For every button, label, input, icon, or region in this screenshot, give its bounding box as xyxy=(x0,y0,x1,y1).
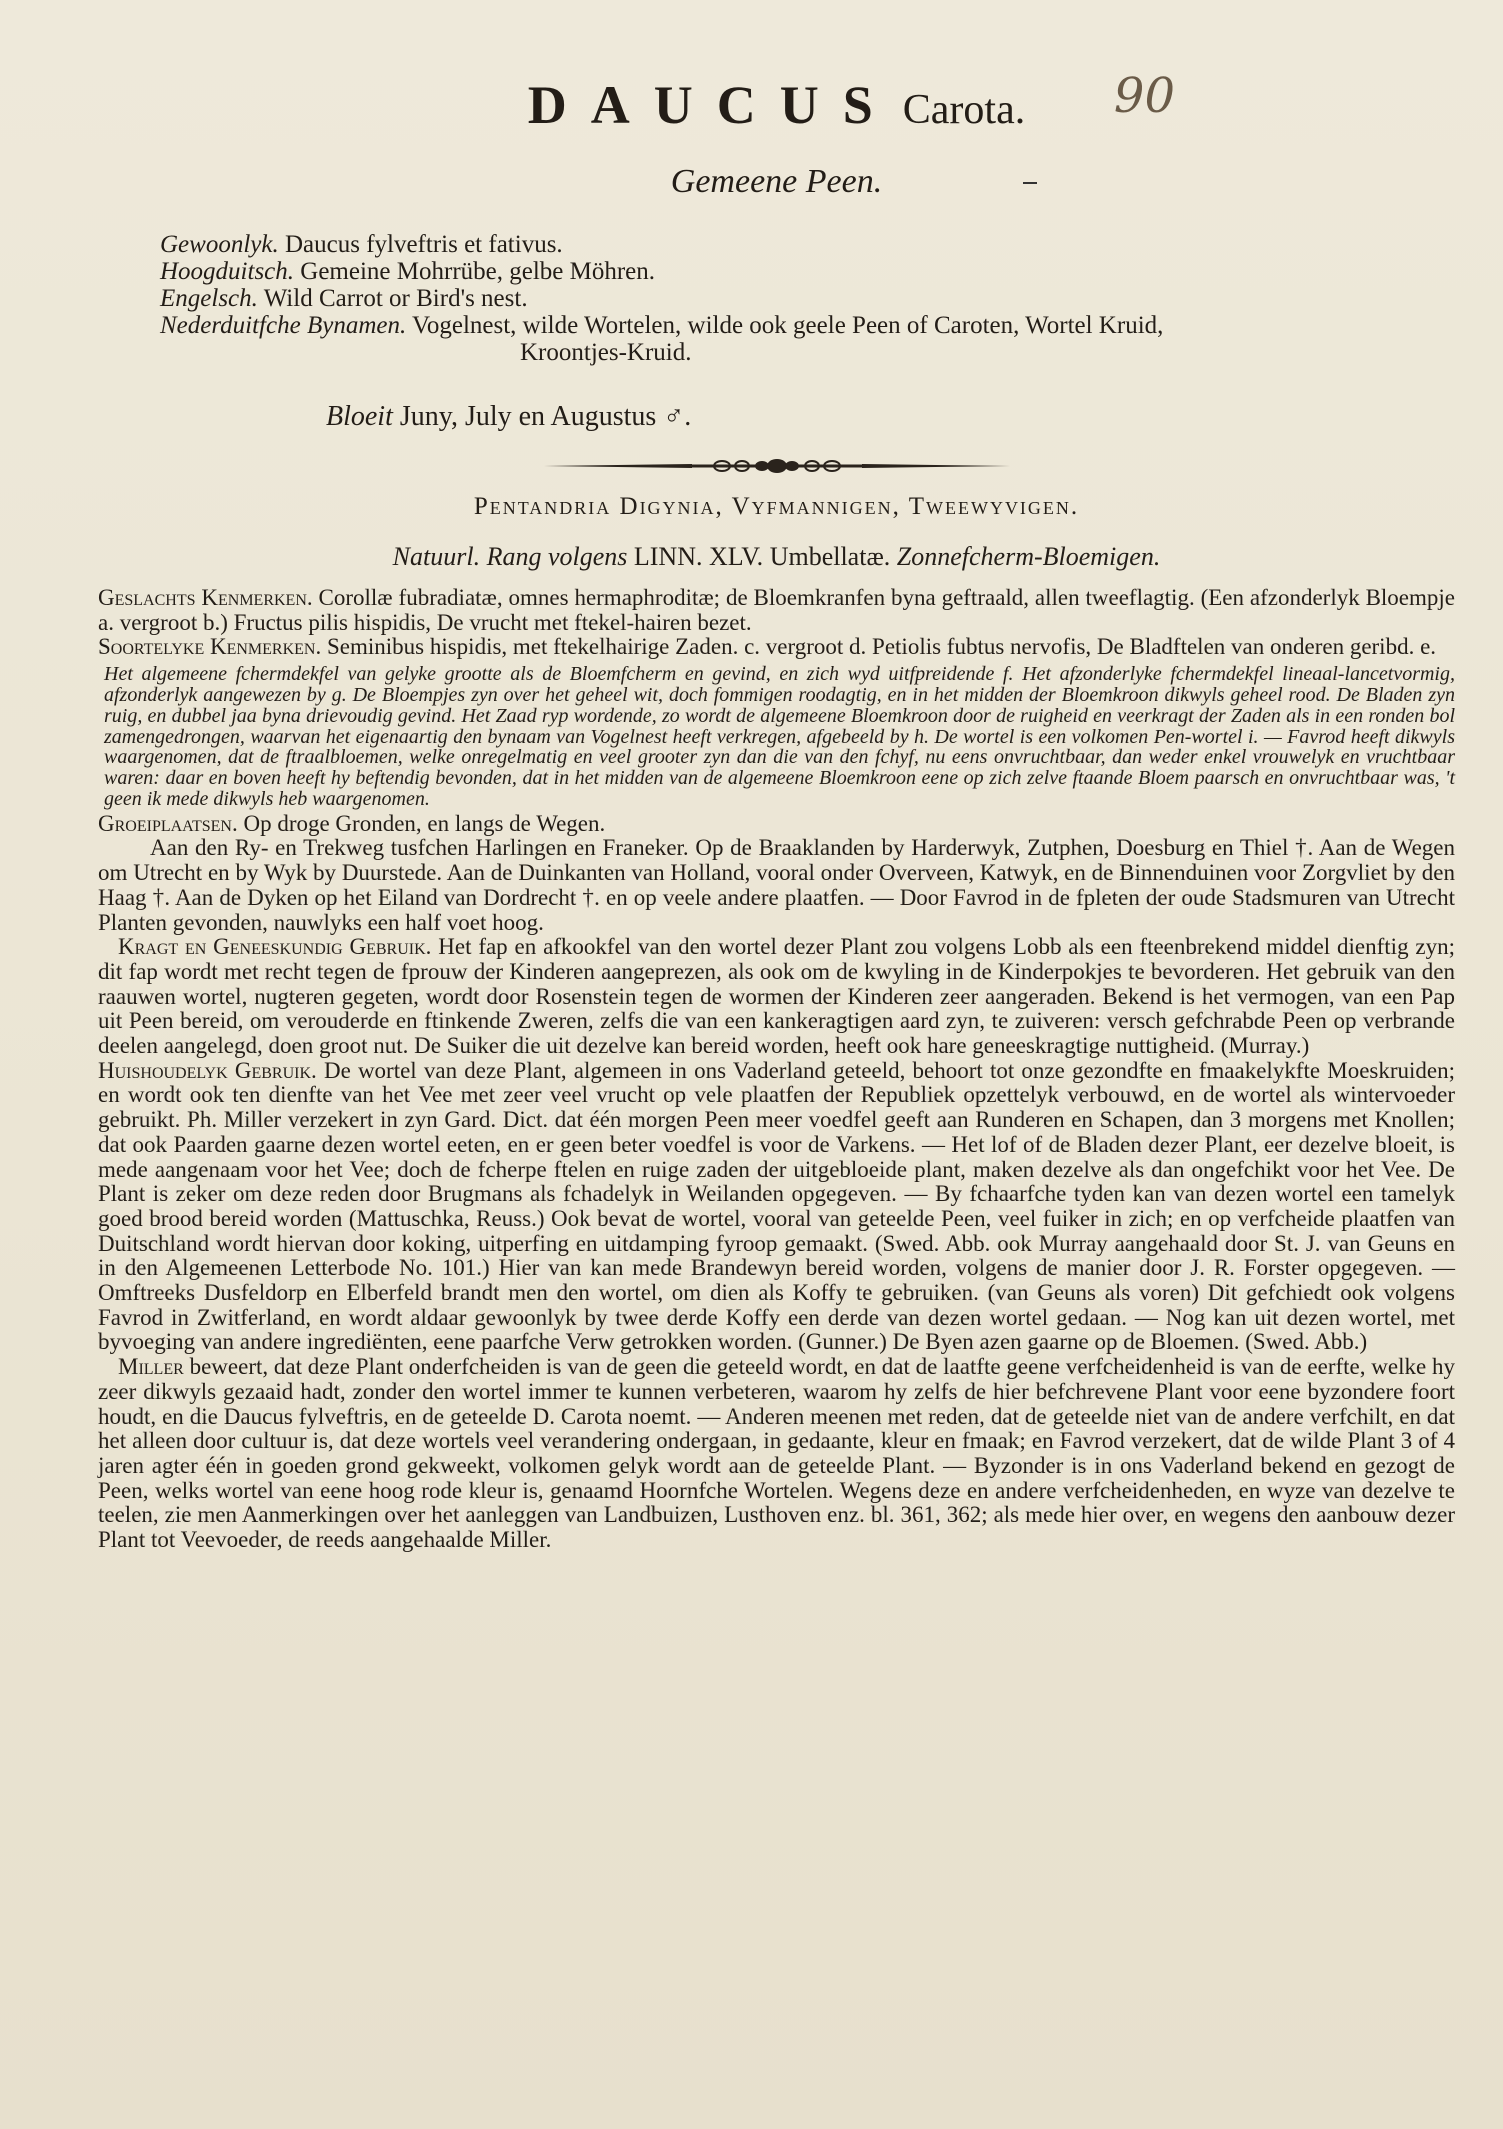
section-label: Soortelyke Kenmerken. xyxy=(98,634,322,660)
name-row xyxy=(160,231,1455,258)
common-name: Gemeene Peen. xyxy=(670,163,883,200)
name-language: Engelsch. xyxy=(160,285,258,312)
section-label: Groeiplaatsen. xyxy=(98,810,238,836)
name-row xyxy=(160,285,1455,312)
section-habitat-locations xyxy=(98,836,1455,935)
section-medicinal-use xyxy=(98,935,1455,1059)
name-row-continuation: Kroontjes-Kruid. xyxy=(520,339,692,366)
flowering-text: Juny, July en Augustus ♂. xyxy=(399,401,692,432)
flowering-period xyxy=(326,400,1455,434)
natural-rank xyxy=(98,540,1455,574)
section-domestic-use xyxy=(98,1059,1455,1355)
species-name: Carota. xyxy=(902,87,1026,133)
rank-linn: LINN. XLV. xyxy=(633,542,764,571)
linnaean-class: Pentandria Digynia, Vyfmannigen, Tweewyvigen. xyxy=(473,493,1080,520)
name-text: Vogelnest, wilde Wortelen, wilde ook geele Peen of Caroten, Wortel Kruid, xyxy=(412,312,1164,339)
description-body xyxy=(98,586,1455,1553)
section-habitat xyxy=(98,812,1455,837)
section-label: Huishoudelyk Gebruik. xyxy=(98,1057,317,1083)
section-genus-characters xyxy=(98,586,1455,635)
section-text: Seminibus hispidis, met ftekelhairige Zaden. c. vergroot d. Petiolis fubtus nervofis, De Bladftelen van onderen geribd. e. xyxy=(326,634,1437,660)
section-observation-note: Het algemeene fchermdekfel van gelyke grootte als de Bloemfcherm en gevind, en zich wyd uitfpreidende f. Het afzonderlyke fchermdekfel lineaal-lancetvormig, afzonderlyk aangewezen by g. De Bloempjes zyn over het geheel wit, doch fommigen roodagtig, en in het midden der Bloemkroon dikwyls geheel rood. De Bladen zyn ruig, en dubbel jaa byna drievoudig gevind. Het Zaad ryp wordende, zo wordt de algemeene Bloemkroon door de ruigheid en veerkragt der Zaden als in een ronden bol zamengedrongen, waarvan het eigenaartig den bynaam van Vogelnest heeft verkregen, afgebeeld by h. De wortel is een volkomen Pen-wortel i. — Favrod heeft dikwyls waargenomen, dat de ftraalbloemen, welke onregelmatig en veel grooter zyn dan die van den fchyf, nu eens onvruchtbaar, dan weder enkel vrouwelyk en vruchtbaar waren: daar en boven heeft hy beftendig bevonden, dat in het midden van de algemeene Bloemkroon eene op zich zelve ftaande Bloem paarsch en onvruchtbaar was, 't geen ik mede dikwyls heb waargenomen. xyxy=(104,663,1455,810)
section-text: Corollæ fubradiatæ, omnes hermaphroditæ; de Bloemkranfen byna geftraald, allen tweeflagtig. (Een afzonderlyk Bloempje a. vergroot b.) Fructus pilis hispidis, De vrucht met ftekel-hairen bezet. xyxy=(98,585,1456,635)
section-text: Op droge Gronden, en langs de Wegen. xyxy=(243,810,606,836)
rank-suffix: Zonnefcherm-Bloemigen. xyxy=(896,542,1161,571)
name-row xyxy=(160,312,1455,339)
section-label: Kragt en Geneeskundig Gebruik. xyxy=(118,934,432,960)
section-text: Het fap en afkookfel van den wortel dezer Plant zou volgens Lobb als een fteenbrekend middel dienftig zyn; dit fap wordt met recht tegen de fprouw der Kinderen aangeprezen, als ook om de kwyling in de Kinderpokjes te bevorderen. Het gebruik van den raauwen wortel, nugteren gegeten, wordt door Rosenstein tegen de wormen der Kinderen zeer aangeraden. Bekend is het vermogen, van een Pap uit Peen bereid, om verouderde en ftinkende Zweren, zelfs die van een kankeragtigen aard zyn, te zuiveren: versch gefchrabde Peen op verbrande deelen aangelegd, doen groot nut. De Suiker die uit dezelve kan bereid worden, heeft ook hare geneeskragtige nuttigheid. (Murray.) xyxy=(98,934,1456,1059)
section-label: Geslachts Kenmerken. xyxy=(98,585,313,610)
ornament-divider xyxy=(98,456,1455,476)
section-label: Miller xyxy=(118,1354,184,1380)
rank-prefix: Natuurl. Rang volgens xyxy=(392,542,628,571)
name-text: Gemeine Mohrrübe, gelbe Möhren. xyxy=(300,258,656,285)
section-species-characters xyxy=(98,635,1455,660)
name-language: Gewoonlyk. xyxy=(160,231,279,258)
ornament-rule-icon xyxy=(542,456,1012,476)
title xyxy=(98,70,1455,145)
name-language: Hoogduitsch. xyxy=(160,258,295,285)
name-text: Wild Carrot or Bird's nest. xyxy=(263,285,528,312)
name-text: Daucus fylveftris et fativus. xyxy=(284,231,563,258)
genus-name: DAUCUS xyxy=(527,75,897,135)
name-language: Nederduitfche Bynamen. xyxy=(160,312,407,339)
vernacular-names xyxy=(160,231,1455,366)
header xyxy=(98,70,1455,205)
section-text: De wortel van deze Plant, algemeen in ons Vaderland geteeld, behoort tot onze gezondfte en fmaakelykfte Moeskruiden; en wordt ook ten dienfte van het Vee met zeer veel vrucht op vele plaatfen der Republiek opzettelyk verbouwd, en de wortel als wintervoeder gebruikt. Ph. Miller verzekert in zyn Gard. Dict. dat één morgen Peen meer voedfel geeft aan Runderen en Schapen, dan 3 morgens met Knollen; dat ook Paarden gaarne dezen wortel eeten, en er geen beter voedfel is voor de Varkens. — Het lof of de Bladen dezer Plant, eer dezelve bloeit, is mede aangenaam voor het Vee; doch de fcherpe ftelen en ruige zaden der uitgebloeide plant, maken dezelve als dan ongefchikt voor het Vee. De Plant is zeker om deze reden door Brugmans als fchadelyk in Weilanden opgegeven. — By fchaarfche tyden kan van dezen wortel een tamelyk goed brood bereid worden (Mattuschka, Reuss.) Ook bevat de wortel, vooral van geteelde Peen, veel fuiker in zich; en op verfcheide plaatfen van Duitschland wordt hiervan door koking, uitperfing en uitdamping fyroop gemaakt. (Swed. Abb. ook Murray aangehaald door St. J. van Geuns en in den Algemeenen Letterbode No. 101.) Hier van kan mede Brandewyn bereid worden, volgens de manier door J. R. Forster opgegeven. — Omftreeks Dusfeldorp en Elberfeld brandt men den wortel, om dien als Koffy te gebruiken. (van Geuns als voren) Dit gefchiedt ook volgens Favrod in Zwitferland, en wordt aldaar gewoonlyk by twee derde Koffy een derde van dezen wortel gedaan. — Nog kan uit dezen wortel, met byvoeging van andere ingrediënten, eene paarfche Verw getrokken worden. (Gunner.) De Byen azen gaarne op de Bloemen. (Swed. Abb.) xyxy=(98,1057,1456,1355)
pen-mark xyxy=(1023,182,1037,184)
section-miller xyxy=(98,1355,1455,1553)
handwritten-folio-number: 90 xyxy=(1113,68,1175,124)
name-row xyxy=(160,258,1455,285)
rank-umbellatae: Umbellatæ. xyxy=(769,542,891,571)
section-text: Aan den Ry- en Trekweg tusfchen Harlingen en Franeker. Op de Braaklanden by Harderwyk, Zutphen, Doesburg en Thiel †. Aan de Wegen om Utrecht en by Wyk by Duurstede. Aan de Duinkanten van Holland, vooral onder Overveen, Katwyk, en de Binnenduinen voor Zorgvliet by den Haag †. Aan de Dyken op het Eiland van Dordrecht †. en op veele andere plaatfen. — Door Favrod in de fpleten der oude Stadsmuren van Utrecht Planten gevonden, nauwlyks een half voet hoog. xyxy=(98,835,1455,935)
flowering-label: Bloeit xyxy=(326,401,393,432)
section-text: beweert, dat deze Plant onderfcheiden is van de geen die geteeld wordt, en dat de laatfte geene verfcheidenheid is van de eerfte, welke hy zeer dikwyls gezaaid hadt, zonder den wortel immer te kunnen verbeteren, waarom hy zelfs de hier befchrevene Plant voor eene byzondere foort houdt, en die Daucus fylveftris, en de geteelde D. Carota noemt. — Anderen meenen met reden, dat de geteelde niet van de andere verfchilt, en dat het alleen door cultuur is, dat deze wortels veel verandering ondergaan, in gedaante, kleur en fmaak; en Favrod verzekert, dat de wilde Plant 3 of 4 jaren agter één in goeden grond gekweekt, volkomen gelyk wordt aan de geteelde Plant. — Byzonder is in ons Vaderland bekend en gezogt de Peen, welks wortel van eene hoog rode kleur is, genaamd Hoornfche Wortelen. Wegens deze en andere verfcheidenheden, en wyze van dezelve te teelen, zie men Aanmerkingen over het aanleggen van Landbuizen, Lusthoven enz. bl. 361, 362; als mede hier over, en wegens den aanbouw dezer Plant tot Veevoeder, de reeds aangehaalde Miller. xyxy=(98,1354,1455,1553)
